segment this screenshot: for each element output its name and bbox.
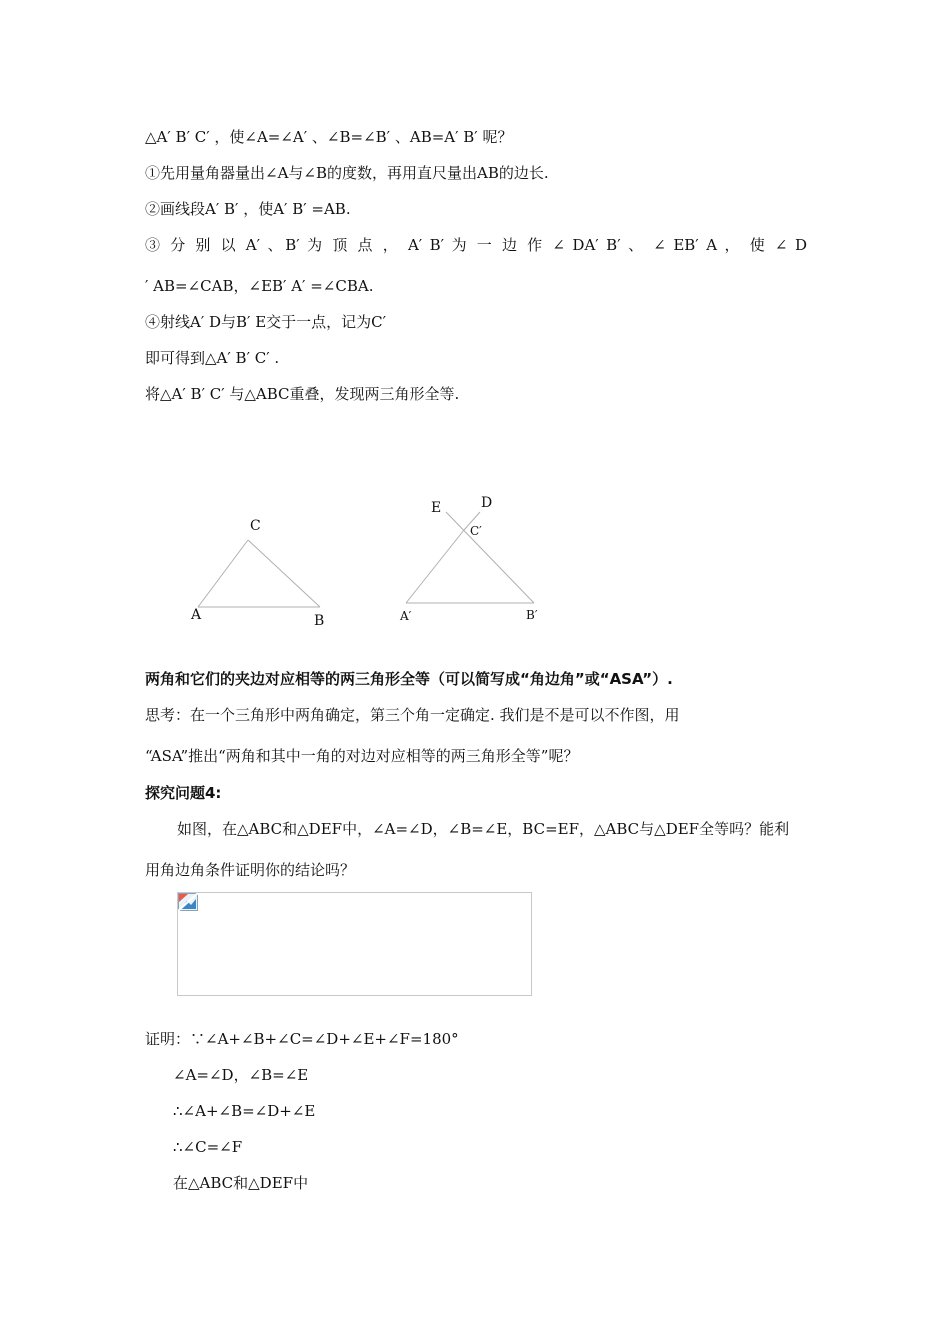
label-d: D — [481, 495, 493, 511]
text-line-2: ①先用量角器量出∠A与∠B的度数，再用直尺量出AB的边长. — [145, 164, 549, 182]
question-line-2: 用角边角条件证明你的结论吗？ — [145, 861, 356, 879]
proof-line-3: ∴∠A+∠B=∠D+∠E — [173, 1102, 316, 1120]
text-line-5: ′ AB=∠CAB，∠EB′ A′ =∠CBA. — [145, 277, 374, 295]
think-line-2: “ASA”推出“两角和其中一角的对边对应相等的两三角形全等”呢？ — [145, 747, 579, 765]
text-line-3: ②画线段A′ B′ ，使A′ B′ =AB. — [145, 200, 351, 218]
text-line-4: ③ 分 别 以 A′ 、B′ 为 顶 点 ， A′ B′ 为 一 边 作 ∠ DA′ B′ 、 ∠ EB′ A ， 使 ∠ D — [145, 236, 807, 254]
image-placeholder — [177, 892, 532, 996]
proof-line-5: 在△ABC和△DEF中 — [173, 1174, 309, 1192]
label-b-prime: B′ — [526, 608, 538, 622]
think-line-1: 思考：在一个三角形中两角确定，第三个角一定确定. 我们是不是可以不作图，用 — [145, 706, 680, 724]
label-a-prime: A′ — [400, 609, 412, 623]
text-line-8: 将△A′ B′ C′ 与△ABC重叠，发现两三角形全等. — [145, 385, 460, 403]
proof-line-4: ∴∠C=∠F — [173, 1138, 243, 1156]
proof-line-2: ∠A=∠D，∠B=∠E — [173, 1066, 309, 1084]
proof-line-1: 证明：∵∠A+∠B+∠C=∠D+∠E+∠F=180° — [145, 1030, 459, 1048]
label-c-prime: C′ — [470, 524, 482, 538]
label-a: A — [191, 607, 202, 623]
explore-title: 探究问题4: — [145, 784, 222, 802]
text-line-1: △A′ B′ C′ ，使∠A=∠A′ 、∠B=∠B′ 、AB=A′ B′ 呢？ — [145, 128, 513, 146]
asa-theorem: 两角和它们的夹边对应相等的两三角形全等（可以简写成“角边角”或“ASA”）. — [145, 670, 673, 688]
question-line-1: 如图，在△ABC和△DEF中，∠A=∠D，∠B=∠E，BC=EF，△ABC与△DEF全等吗？能利 — [177, 820, 790, 838]
text-line-6: ④射线A′ D与B′ E交于一点，记为C′ — [145, 313, 387, 331]
triangle-abc — [198, 540, 320, 607]
text-line-7: 即可得到△A′ B′ C′ . — [145, 349, 280, 367]
label-c: C — [250, 518, 261, 534]
label-e: E — [431, 500, 442, 516]
broken-image-icon — [178, 893, 198, 911]
label-b: B — [314, 613, 325, 629]
